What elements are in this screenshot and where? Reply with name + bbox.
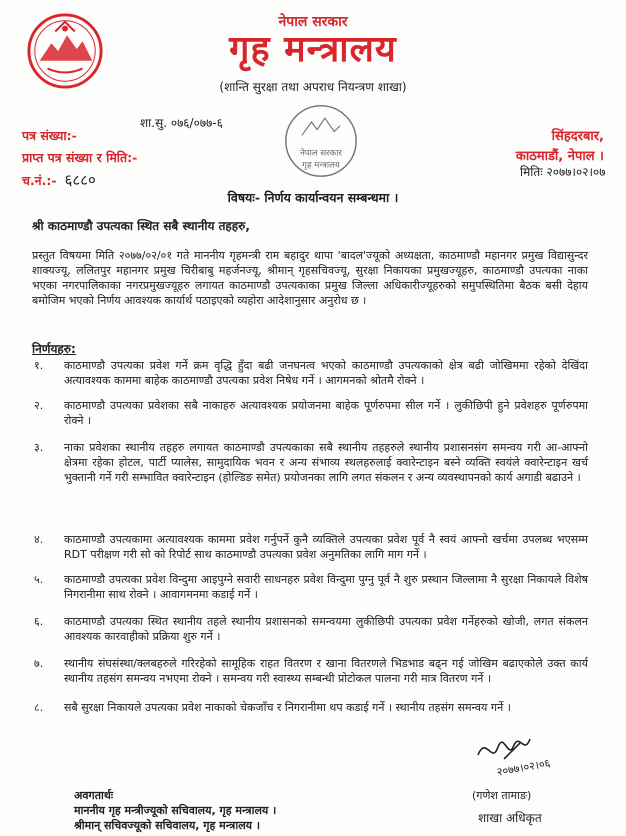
subject-line: विषयः- निर्णय कार्यान्वयन सम्बन्धमा ।	[227, 190, 399, 205]
decision-8-number: ८.	[34, 701, 44, 714]
signature-scribble	[474, 725, 574, 785]
decision-7-number: ७.	[34, 657, 44, 670]
decision-1-text: काठमाण्डौ उपत्यका प्रवेश गर्ने क्रम वृद्धि हुँदा बढी जनघनत्व भएको काठमाण्डौ उपत्यकाको क्षेत्र बढी जोखिममा रहेको देखिंदा अत्यावश्यक काममा बाहेक काठमाण्डौ उपत्यका प्रवेश निषेध गर्ने । आगमनको श्रोतमै रोक्ने ।	[64, 359, 588, 387]
decision-1-number: १.	[34, 359, 44, 372]
address-line1: सिंहदरबार,	[551, 129, 604, 144]
decision-6-number: ६.	[34, 615, 44, 628]
received-label: प्राप्त पत्र संख्या र मिति:-	[22, 150, 138, 165]
ministry-title: गृह मन्त्रालय	[229, 29, 397, 70]
cc-item: श्रीमान् सचिवज्यूको सचिवालय, गृह मन्त्रालय ।	[74, 819, 261, 832]
government-title: नेपाल सरकार	[278, 14, 348, 30]
addressee: श्री काठमाण्डौ उपत्यका स्थित सबै स्थानीय तहहरु,	[32, 219, 250, 233]
letter-date: मितिः २०७७।०२।०७	[520, 165, 606, 179]
decision-4-text: काठमाण्डौ उपत्यकामा अत्यावश्यक काममा प्रवेश गर्नुपर्ने कुनै व्यक्तिले उपत्यका प्रवेश पूर्व नै स्वयं आफ्नो खर्चमा उपलब्ध भएसम्म RDT परीक्षण गरी सो को रिपोर्ट साथ काठमाण्डौ उपत्यका प्रवेश अनुमतिका लागि माग गर्ने ।	[64, 533, 588, 561]
decisions-heading: निर्णयहरु:	[32, 342, 76, 356]
decision-3-text: नाका प्रवेशका स्थानीय तहहरु लगायत काठमाण्डौ उपत्यकाका सबै स्थानीय तहहरुले स्थानीय प्रशासनसंग समन्वय गरी आ-आफ्नो क्षेत्रमा रहेका होटल, पार्टी प्यालेस, सामुदायिक भवन र अन्य संभाव्य स्थलहरुलाई क्वारेन्टाइन बस्ने व्यक्ति स्वयंले क्वारेन्टाइन खर्च भुक्तानी गर्ने गरी सम्भावित क्वारेन्टाइन (होल्डिङ समेत) प्रयोजनका लागि लगत संकलन र अन्य व्यवस्थापनको कार्य अगाडी बढाउने ।	[64, 441, 588, 484]
decision-5-number: ५.	[34, 573, 44, 586]
ministry-stamp-icon	[283, 103, 359, 179]
decision-7-text: स्थानीय संघसंस्था/क्लबहरुले गरिरहेको सामूहिक राहत वितरण र खाना वितरणले भिडभाड बढ्न गई जोखिम बढाएकोले उक्त कार्य स्थानीय तहसंग समन्वय नभएमा रोक्ने । समन्वय गरी स्वास्थ्य सम्बन्धी प्रोटोकल पालना गरी मात्र वितरण गर्ने ।	[64, 657, 588, 685]
decision-3-number: ३.	[34, 441, 44, 454]
unit-subtitle: (शान्ति सुरक्षा तथा अपराध नियन्त्रण शाखा)	[219, 80, 407, 94]
fiscal-year-ref: शा.सु. ०७६/०७७-६	[140, 116, 223, 130]
decision-8-text: सबै सुरक्षा निकायले उपत्यका प्रवेश नाकाको चेकजाँच र निगरानीमा थप कडाई गर्ने । स्थानीय तहसंग समन्वय गर्ने ।	[64, 701, 511, 714]
stamp-line2: गृह मन्त्रालय	[302, 160, 340, 171]
signer-title: शाखा अधिकृत	[478, 811, 542, 825]
signature-date: २०७७।०२।०६	[495, 756, 552, 779]
chalani-number	[22, 170, 96, 190]
address-line2: काठमाडौं, नेपाल ।	[515, 149, 604, 164]
chalani-value: ६८८०	[64, 171, 96, 189]
signer-name: (गणेश तामाङ)	[472, 789, 532, 802]
decision-4-number: ४.	[34, 533, 44, 546]
stamp-line1: नेपाल सरकार	[300, 148, 342, 159]
decision-2-text: काठमाण्डौ उपत्यका प्रवेशका सबै नाकाहरु अत्यावश्यक प्रयोजनमा बाहेक पूर्णरुपमा सील गर्ने । लुकीछिपी हुने प्रवेशहरु पूर्णरुपमा रोक्ने ।	[64, 399, 588, 427]
decision-6-text: काठमाण्डौ उपत्यका स्थित स्थानीय तहले स्थानीय प्रशासनको समन्वयमा लुकीछिपी उपत्यका प्रवेश गर्नेहरुको खोजी, लगत संकलन आवश्यक कारवाहीको प्रक्रिया शुरु गर्ने ।	[64, 615, 588, 643]
decision-2-number: २.	[34, 399, 44, 412]
cc-item: माननीय गृह मन्त्रीज्यूको सचिवालय, गृह मन्त्रालय ।	[74, 804, 277, 817]
chalani-label: च.नं.:-	[22, 173, 57, 188]
letter-no-label: पत्र संख्या:-	[22, 128, 77, 143]
cc-label: अवगतार्थः	[74, 789, 114, 802]
decision-5-text: काठमाण्डौ उपत्यका प्रवेश विन्दुमा आइपुग्ने सवारी साधनहरु प्रवेश विन्दुमा पुग्नु पूर्व नै शुरु प्रस्थान जिल्लामा नै सुरक्षा निकायले विशेष निगरानीमा साथ रोक्ने । आवागमनमा कडाई गर्ने ।	[64, 573, 588, 601]
body-paragraph: प्रस्तुत विषयमा मिति २०७७/०२/०१ गते माननीय गृहमन्त्री राम बहादुर थापा 'बादल'ज्यूको अध्यक्षता, काठमाण्डौ महानगर प्रमुख विद्यासुन्दर शाक्यज्यू, ललितपुर महानगर प्रमुख चिरीबाबु महर्जनज्यू, श्रीमान् गृहसचिवज्यू, सुरक्षा निकायका प्रमुखज्यूहरु, काठमाण्डौ उपत्यका नाका भएका नगरपालिकाका नगरप्रमुखज्यूहरु लगायत काठमाण्डौ उपत्यकाका प्रमुख जिल्ला अधिकारीज्यूहरुको समुपस्थितिमा बैठक बसी देहाय बमोजिम भएको निर्णय आवश्यक कार्यार्थ पठाइएको व्यहोरा आदेशानुसार अनुरोध छ ।	[32, 249, 588, 307]
